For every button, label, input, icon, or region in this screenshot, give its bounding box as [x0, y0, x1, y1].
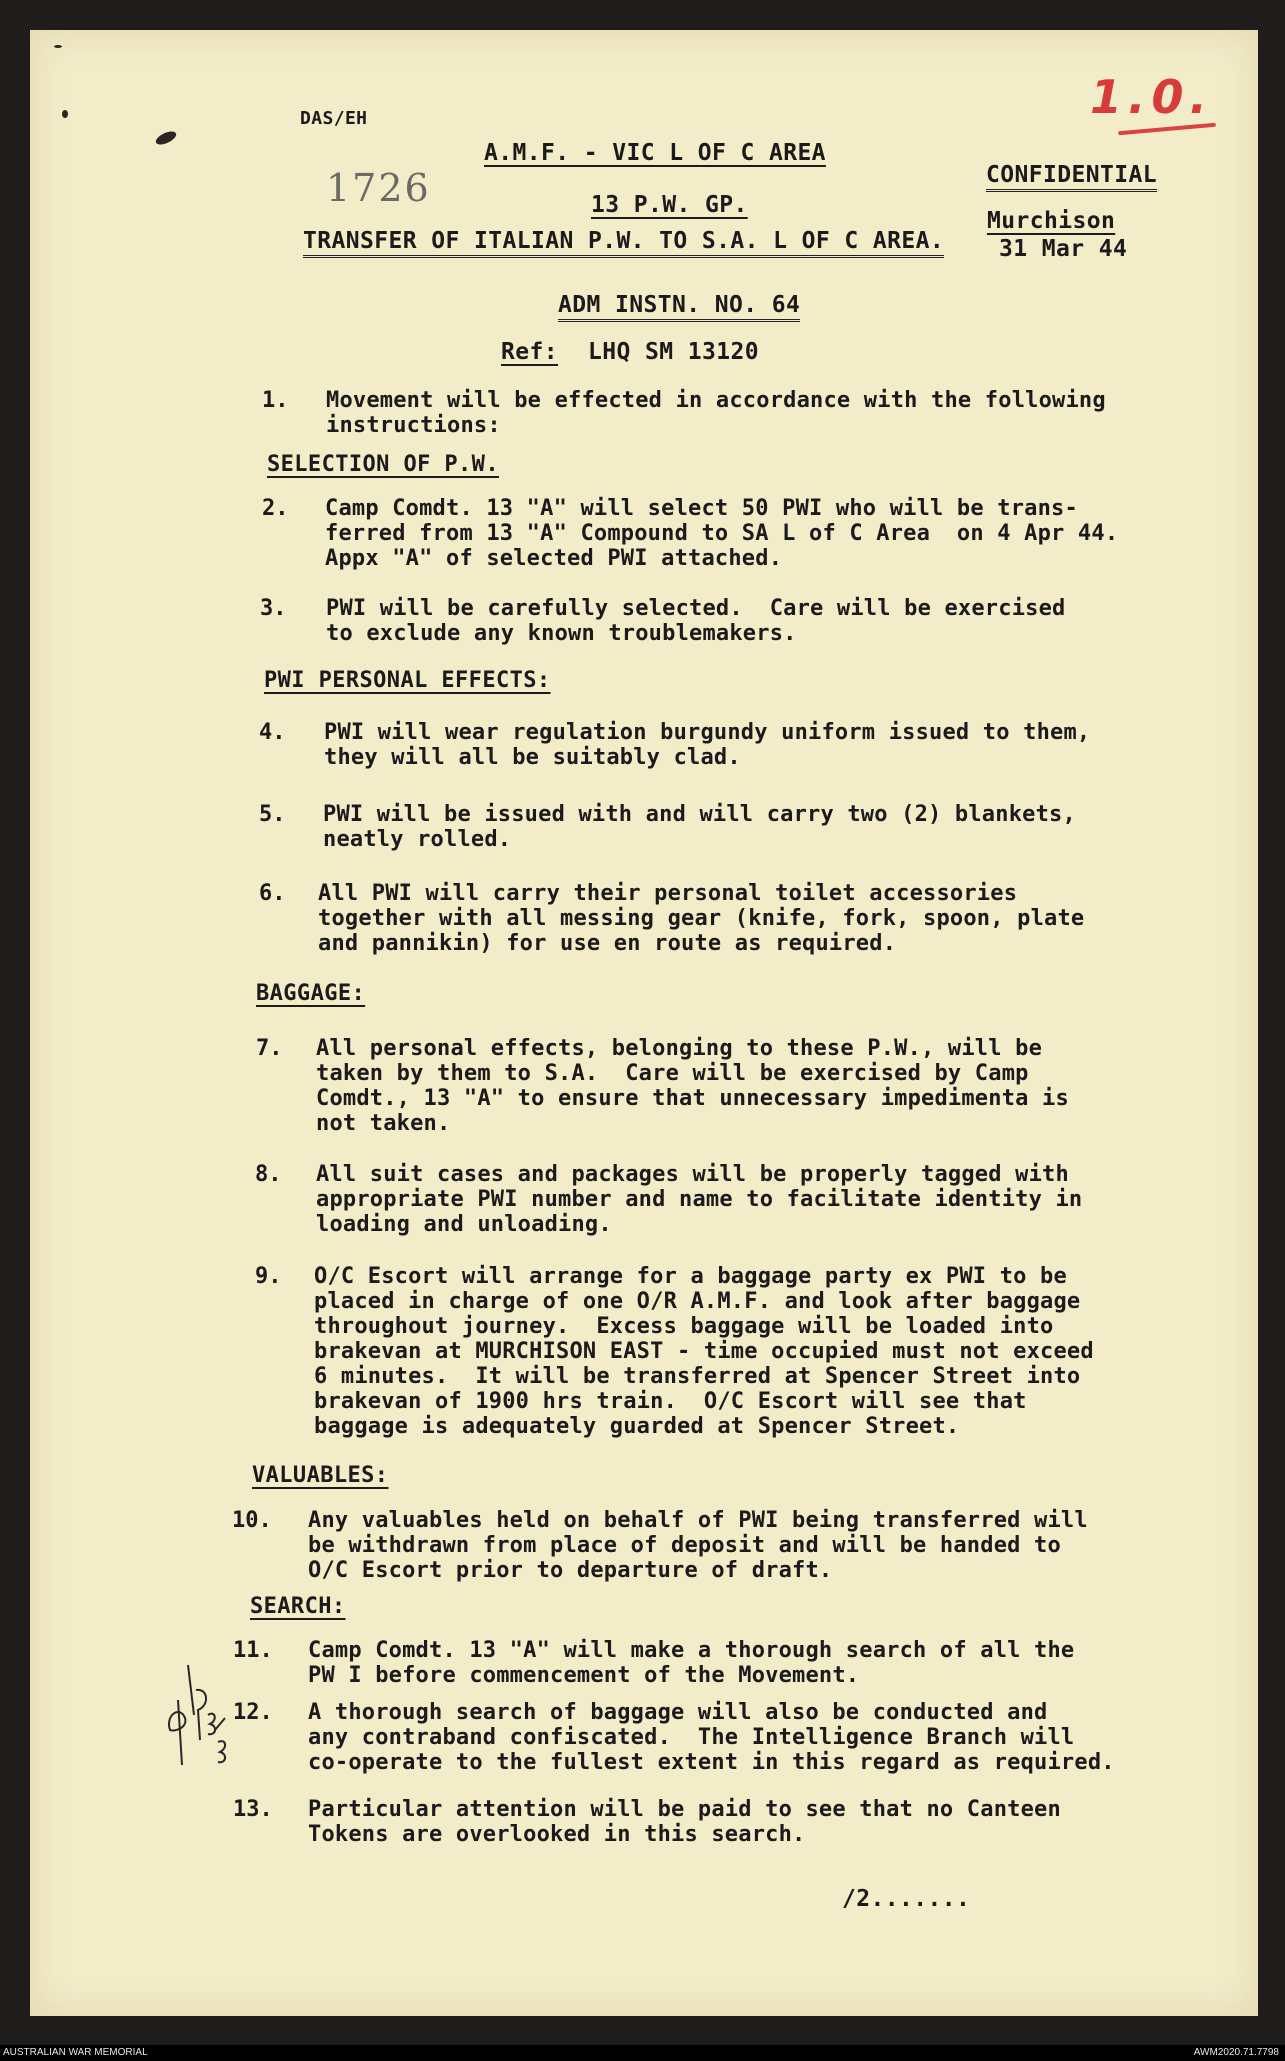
paragraph-text: Particular attention will be paid to see that no Canteen Tokens are overlooked in this search. — [308, 1797, 1061, 1847]
ref-value: LHQ SM 13120 — [588, 339, 759, 365]
continuation-mark: /2....... — [842, 1886, 971, 1912]
ink-speck — [62, 110, 68, 118]
paragraph-text: PWI will be carefully selected. Care will be exercised to exclude any known troublemakers. — [326, 596, 1066, 646]
para-number: 9. — [255, 1264, 282, 1289]
subject-line: TRANSFER OF ITALIAN P.W. TO S.A. L OF C AREA. — [303, 230, 944, 258]
footer-id: AWM2020.71.7798 — [1193, 2047, 1279, 2058]
paragraph-text: Any valuables held on behalf of PWI being transferred will be withdrawn from place of deposit and will be handed to O/C Escort prior to departure of draft. — [308, 1508, 1088, 1583]
section-heading: SELECTION OF P.W. — [267, 452, 499, 477]
para-number: 4. — [259, 720, 286, 745]
paragraph-text: O/C Escort will arrange for a baggage party ex PWI to be placed in charge of one O/R A.M.F. and look after baggage throughout journey. Excess baggage will be loaded into brakevan at MURCHISON EAST - time occupied must not exceed 6 minutes. It will be transferred at Spencer Street into brakevan of 1900 hrs train. O/C Escort will see that baggage is adequately guarded at Spencer Street. — [314, 1264, 1094, 1439]
para-number: 2. — [262, 496, 289, 521]
para-number: 12. — [233, 1700, 273, 1725]
paragraph-text: All PWI will carry their personal toilet accessories together with all messing gear (knife, fork, spoon, plate and pannikin) for use en route as required. — [318, 881, 1085, 956]
folio-mark: 1.0. — [1090, 70, 1213, 124]
paragraph-text: Camp Comdt. 13 "A" will make a thorough search of all the PW I before commencement of the Movement. — [308, 1638, 1075, 1688]
para-number: 8. — [255, 1162, 282, 1187]
archive-footer — [0, 2045, 1285, 2061]
para-number: 6. — [259, 881, 286, 906]
group-title: 13 P.W. GP. — [591, 192, 748, 218]
para-number: 1. — [262, 388, 289, 413]
para-number: 3. — [260, 596, 287, 621]
paragraph-text: Movement will be effected in accordance with the following instructions: — [326, 388, 1106, 438]
paragraph-text: Camp Comdt. 13 "A" will select 50 PWI who will be trans- ferred from 13 "A" Compound to SA L of C Area on 4 Apr 44. Appx "A" of selected PWI attached. — [325, 496, 1119, 571]
footer-source: AUSTRALIAN WAR MEMORIAL — [3, 2047, 148, 2058]
ink-speck — [54, 45, 62, 48]
section-heading: PWI PERSONAL EFFECTS: — [264, 668, 551, 693]
place: Murchison — [987, 208, 1116, 234]
para-number: 5. — [259, 802, 286, 827]
para-number: 7. — [256, 1036, 283, 1061]
paragraph-text: All personal effects, belonging to these P.W., will be taken by them to S.A. Care will be exercised by Camp Comdt., 13 "A" to ensure that unnecessary impedimenta is not taken. — [316, 1036, 1069, 1136]
area-title: A.M.F. - VIC L OF C AREA — [484, 140, 826, 166]
section-heading: VALUABLES: — [252, 1463, 389, 1488]
document-page — [30, 30, 1258, 2016]
stamp-number: 1726 — [326, 166, 431, 210]
paragraph-text: All suit cases and packages will be properly tagged with appropriate PWI number and name to facilitate identity in loading and unloading. — [316, 1162, 1083, 1237]
date: 31 Mar 44 — [999, 236, 1128, 262]
ref-initials: DAS/EH — [300, 108, 368, 129]
paragraph-text: A thorough search of baggage will also be conducted and any contraband confiscated. The Intelligence Branch will co-operate to the fullest extent in this regard as required. — [308, 1700, 1115, 1775]
ref-label: Ref: — [501, 339, 558, 365]
handwritten-initials-signature — [160, 1660, 240, 1770]
instruction-title: ADM INSTN. NO. 64 — [558, 294, 800, 322]
para-number: 11. — [233, 1638, 273, 1663]
section-heading: SEARCH: — [250, 1594, 346, 1619]
para-number: 13. — [233, 1797, 273, 1822]
classification: CONFIDENTIAL — [986, 164, 1157, 192]
section-heading: BAGGAGE: — [256, 981, 366, 1006]
paragraph-text: PWI will be issued with and will carry two (2) blankets, neatly rolled. — [323, 802, 1076, 852]
ink-speck — [154, 129, 178, 147]
para-number: 10. — [232, 1508, 272, 1533]
red-pencil-line — [1118, 123, 1216, 136]
paragraph-text: PWI will wear regulation burgundy uniform issued to them, they will all be suitably clad. — [324, 720, 1091, 770]
